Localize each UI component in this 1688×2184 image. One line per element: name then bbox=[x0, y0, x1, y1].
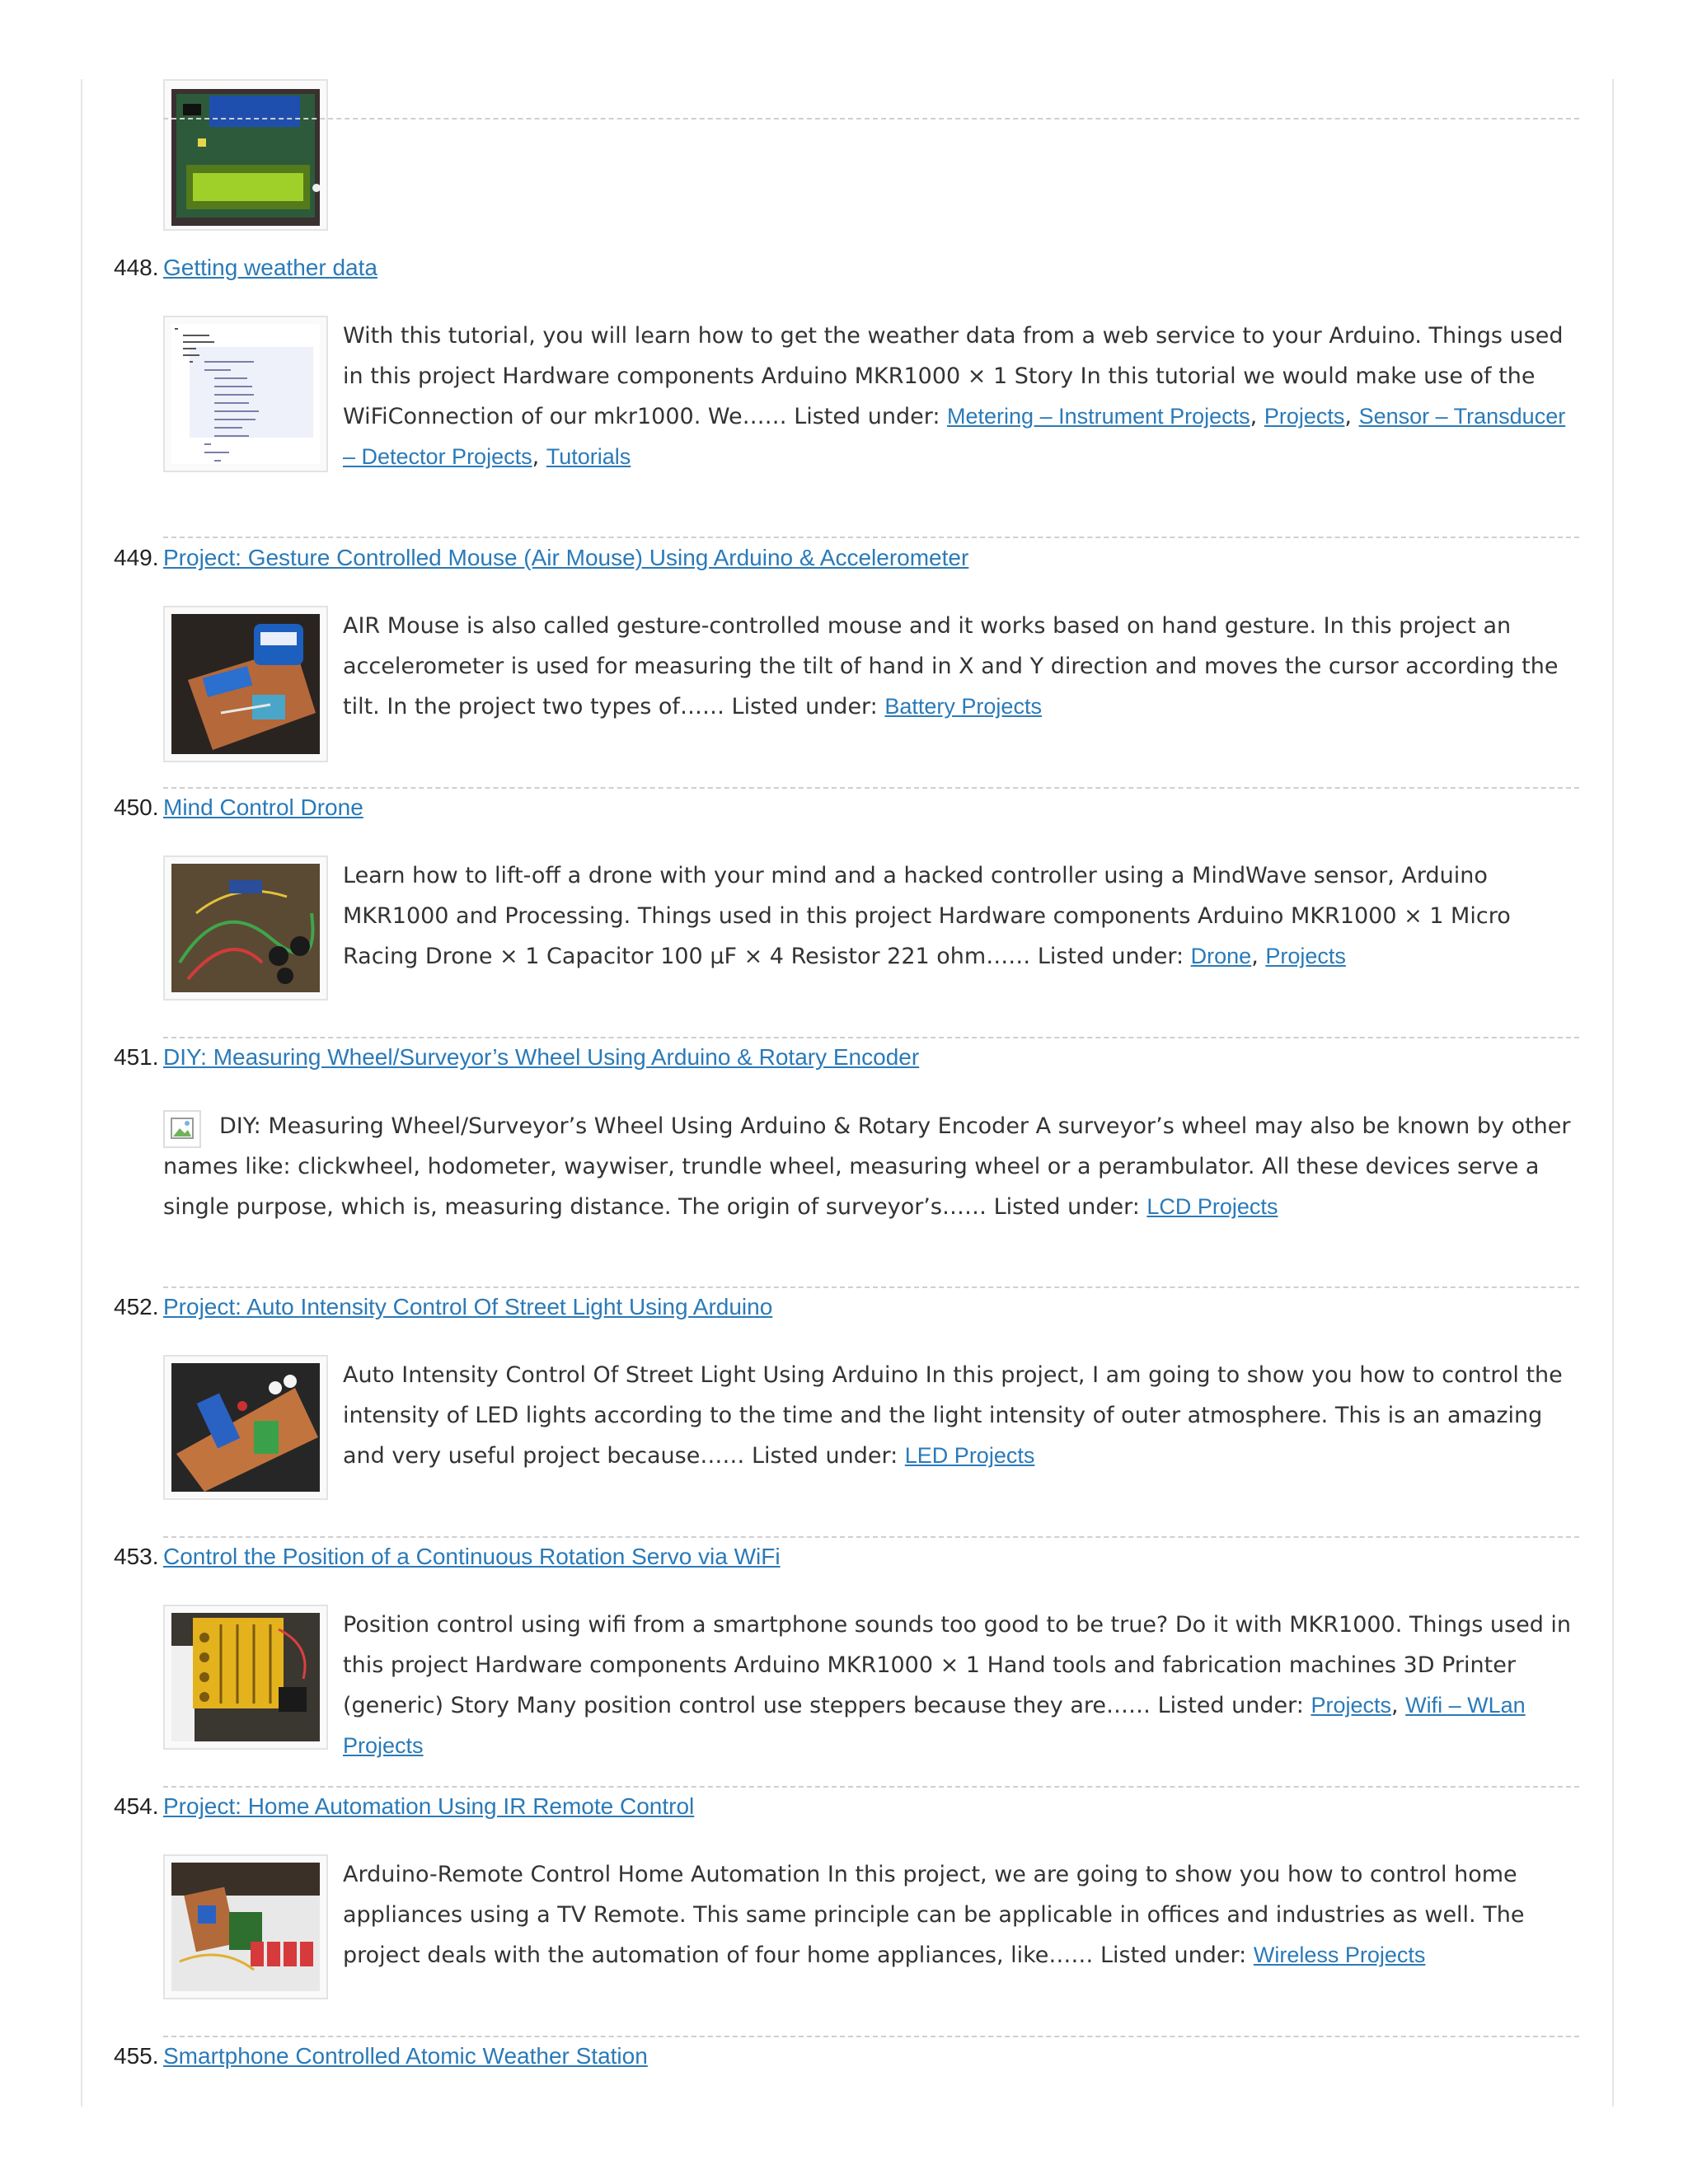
category-link[interactable]: Projects bbox=[1311, 1693, 1391, 1718]
post-thumbnail[interactable] bbox=[163, 1355, 328, 1500]
listed-under-label: Listed under: bbox=[731, 694, 878, 719]
post-thumbnail[interactable] bbox=[163, 1605, 328, 1750]
excerpt-text: Auto Intensity Control Of Street Light Using Arduino In this project, I am going to show you how to control the intensity of LED lights according to the time and the light intensity of outer atmosphere. This is an amazing and very useful project because…… bbox=[343, 1362, 1563, 1469]
post-number: 454. bbox=[114, 1793, 159, 1819]
category-link[interactable]: LCD Projects bbox=[1146, 1194, 1278, 1219]
post-excerpt bbox=[343, 1355, 1579, 1476]
post-excerpt bbox=[163, 1106, 1579, 1227]
listed-under-label: Listed under: bbox=[993, 1194, 1140, 1220]
post-excerpt bbox=[343, 1854, 1579, 1975]
post-title-link[interactable]: Control the Position of a Continuous Rotation Servo via WiFi bbox=[163, 1544, 781, 1569]
post-title-link[interactable]: DIY: Measuring Wheel/Surveyor’s Wheel Using Arduino & Rotary Encoder bbox=[163, 1044, 920, 1070]
post-title-link[interactable]: Project: Gesture Controlled Mouse (Air Mouse) Using Arduino & Accelerometer bbox=[163, 545, 969, 570]
post-excerpt: With this tutorial, you will learn how to get the weather data from a web service to your Arduino. Things used in this project Hardware components Arduino MKR1000 × 1 Story In this tutorial we would make use of the WiFiConnection of our mkr1000. We…… Listed under: Metering – Instrument Projects, Projects, Sensor – Transducer – Detector Projects, Tutorials bbox=[343, 323, 1566, 470]
post-447-thumbnail[interactable] bbox=[163, 79, 328, 231]
listed-under-label: Listed under: bbox=[751, 1443, 898, 1469]
excerpt-text: With this tutorial, you will learn how to get the weather data from a web service to your Arduino. Things used in this project Hardware components Arduino MKR1000 × 1 Story In this tutorial we would make use of the WiFiConnection of our mkr1000. We…… bbox=[343, 323, 1564, 429]
separator bbox=[163, 1286, 1579, 1288]
category-link[interactable]: Projects bbox=[1264, 404, 1345, 429]
post-number: 453. bbox=[114, 1544, 159, 1569]
listed-under-label: Listed under: bbox=[1037, 944, 1184, 969]
post-number: 450. bbox=[114, 794, 159, 820]
lcd-arduino-image bbox=[171, 87, 320, 227]
servo-image bbox=[171, 1613, 320, 1741]
excerpt-text: Position control using wifi from a smartphone sounds too good to be true? Do it with MKR1000. Things used in this project Hardware components Arduino MKR1000 × 1 Hand tools and fabrication machines 3D Printer (generic) Story Many position control use steppers because they are…… bbox=[343, 1612, 1572, 1718]
category-link[interactable]: Wireless Projects bbox=[1253, 1943, 1426, 1967]
post-number: 452. bbox=[114, 1294, 159, 1319]
post-number: 448. bbox=[114, 255, 159, 280]
excerpt-text: Arduino-Remote Control Home Automation In this project, we are going to show you how to control home appliances using a TV Remote. This same principle can be applicable in offices and industries as well. The project deals with the automation of four home appliances, like…… bbox=[343, 1862, 1525, 1968]
listed-under-label: Listed under: bbox=[1157, 1693, 1304, 1718]
excerpt-text: Learn how to lift-off a drone with your mind and a hacked controller using a MindWave sensor, Arduino MKR1000 and Processing. Things used in this project Hardware components Arduino MKR1000 × 1 Micro Racing Drone × 1 Capacitor 100 µF × 4 Resistor 221 ohm…… bbox=[343, 863, 1511, 969]
separator bbox=[163, 1786, 1579, 1788]
street-light-image bbox=[171, 1363, 320, 1492]
post-number: 449. bbox=[114, 545, 159, 570]
circuit-board-image bbox=[171, 614, 320, 754]
post-title-link[interactable]: Smartphone Controlled Atomic Weather Station bbox=[163, 2043, 648, 2069]
post-number: 455. bbox=[114, 2043, 159, 2069]
post-thumbnail[interactable] bbox=[163, 1854, 328, 1999]
post-excerpt bbox=[343, 606, 1579, 727]
post-title-link[interactable]: Project: Auto Intensity Control Of Street Light Using Arduino bbox=[163, 1294, 773, 1319]
separator bbox=[163, 1037, 1579, 1038]
post-number: 451. bbox=[114, 1044, 159, 1070]
post-excerpt: Position control using wifi from a smartphone sounds too good to be true? Do it with MKR1000. Things used in this project Hardware components Arduino MKR1000 × 1 Hand tools and fabrication machines 3D Printer (generic) Story Many position control use steppers because they are…… Listed under: Projects, Wifi – WLan Projects bbox=[343, 1612, 1572, 1758]
home-automation-image bbox=[171, 1863, 320, 1991]
post-title-link[interactable]: Getting weather data bbox=[163, 255, 377, 280]
post-title-link[interactable]: Project: Home Automation Using IR Remote Control bbox=[163, 1793, 695, 1819]
excerpt-text: AIR Mouse is also called gesture-controlled mouse and it works based on hand gesture. In this project an accelerometer is used for measuring the tilt of hand in X and Y direction and moves the cursor according the tilt. In the project two types of…… bbox=[343, 613, 1559, 719]
separator bbox=[163, 2036, 1579, 2037]
listed-under-label: Listed under: bbox=[794, 404, 940, 429]
category-link[interactable]: Tutorials bbox=[546, 444, 631, 469]
category-link[interactable]: LED Projects bbox=[904, 1443, 1035, 1468]
category-link[interactable]: Wifi – WLan Projects bbox=[343, 1693, 1526, 1758]
drone-image bbox=[171, 864, 320, 992]
post-thumbnail[interactable] bbox=[163, 316, 328, 472]
separator bbox=[163, 537, 1579, 538]
listed-under-label: Listed under: bbox=[1100, 1943, 1247, 1968]
code-screenshot-image bbox=[171, 324, 320, 464]
excerpt-text: DIY: Measuring Wheel/Surveyor’s Wheel Using Arduino & Rotary Encoder A surveyor’s wheel may also be known by other names like: clickwheel, hodometer, waywiser, trundle wheel, measuring wheel or a perambulator. All these devices serve a single purpose, which is, measuring distance. The origin of surveyor’s…… bbox=[163, 1113, 1571, 1220]
post-excerpt: Learn how to lift-off a drone with your mind and a hacked controller using a MindWave sensor, Arduino MKR1000 and Processing. Things used in this project Hardware components Arduino MKR1000 × 1 Micro Racing Drone × 1 Capacitor 100 µF × 4 Resistor 221 ohm…… Listed under: Drone, Projects bbox=[343, 863, 1511, 969]
separator bbox=[163, 787, 1579, 789]
category-link[interactable]: Metering – Instrument Projects bbox=[947, 404, 1250, 429]
separator bbox=[163, 1536, 1579, 1538]
post-thumbnail[interactable] bbox=[163, 855, 328, 1001]
category-link[interactable]: Projects bbox=[1265, 944, 1346, 968]
separator bbox=[163, 118, 1579, 120]
post-thumbnail[interactable] bbox=[163, 606, 328, 762]
post-title-link[interactable]: Mind Control Drone bbox=[163, 794, 363, 820]
category-link[interactable]: Sensor – Transducer – Detector Projects bbox=[343, 404, 1566, 469]
category-link[interactable]: Drone bbox=[1190, 944, 1252, 968]
category-link[interactable]: Battery Projects bbox=[884, 694, 1042, 719]
